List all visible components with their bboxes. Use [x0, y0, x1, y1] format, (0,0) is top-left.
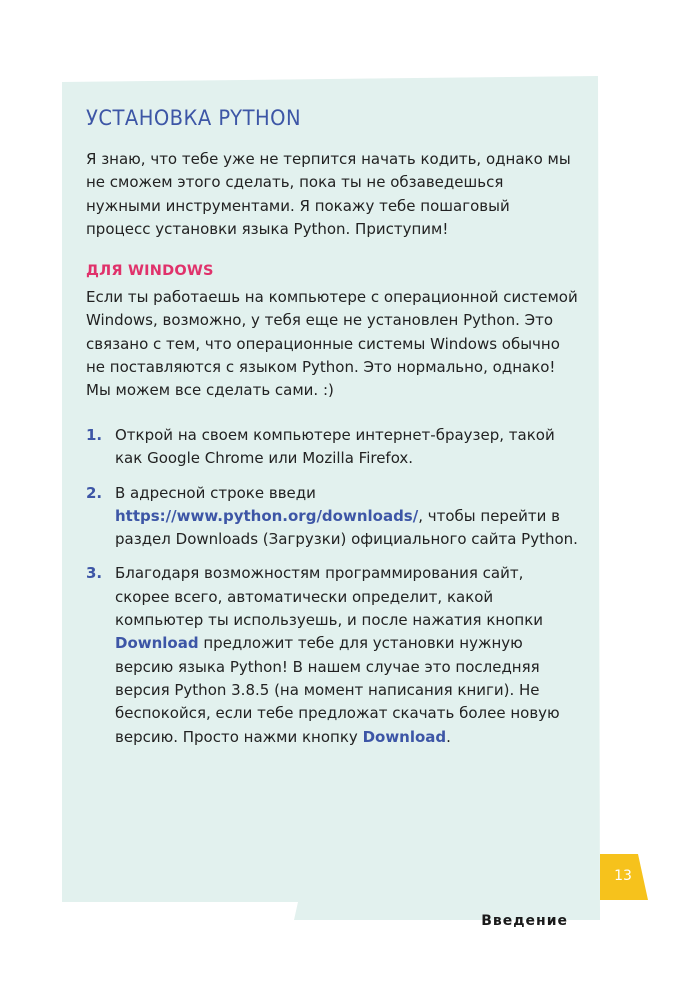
step-text: . — [446, 727, 451, 746]
chapter-footer: Введение — [481, 913, 568, 929]
page-title: УСТАНОВКА PYTHON — [86, 106, 302, 130]
step-text: Открой на своем компьютере интернет-браузер, такой как Google Chrome или Mozilla Firefox. — [115, 426, 555, 468]
step-2 — [86, 482, 580, 552]
step-text: предложит тебе для установки нужную версию языка Python! В нашем случае это последняя версия Python 3.8.5 (на момент написания книги). Не беспокойся, если тебе предложат скачать более новую версию. Просто нажми кнопку — [115, 634, 560, 746]
step-number: 2. — [86, 483, 103, 502]
section-heading-windows: ДЛЯ WINDOWS — [86, 263, 214, 279]
windows-paragraph: Если ты работаешь на компьютере с операционной системой Windows, возможно, у тебя еще не установлен Python. Это связано с тем, что операционные системы Windows обычно не поставляются с языком Python. Это нормально, однако! Мы можем все сделать сами. :) — [86, 288, 578, 400]
step-text: Благодаря возможностям программирования сайт, скорее всего, автоматически определит, какой компьютер ты используешь, и после нажатия кнопки — [115, 564, 543, 630]
install-steps-list — [86, 424, 580, 749]
step-text: В адресной строке введи — [115, 483, 316, 502]
python-downloads-link[interactable]: https://www.python.org/downloads/ — [115, 506, 419, 525]
step-number: 3. — [86, 564, 103, 583]
step-1 — [86, 424, 580, 471]
download-keyword: Download — [362, 727, 447, 746]
page-number: 13 — [614, 868, 632, 884]
download-keyword: Download — [115, 634, 199, 653]
step-3 — [86, 562, 580, 748]
intro-paragraph: Я знаю, что тебе уже не терпится начать кодить, однако мы не сможем этого сделать, пока ты не обзаведешься нужными инструментами. Я покажу тебе пошаговый процесс установки языка Python. Приступим! — [86, 150, 571, 238]
step-number: 1. — [86, 426, 103, 444]
step-text: , чтобы перейти в раздел Downloads (Загрузки) официального сайта Python. — [115, 506, 578, 549]
